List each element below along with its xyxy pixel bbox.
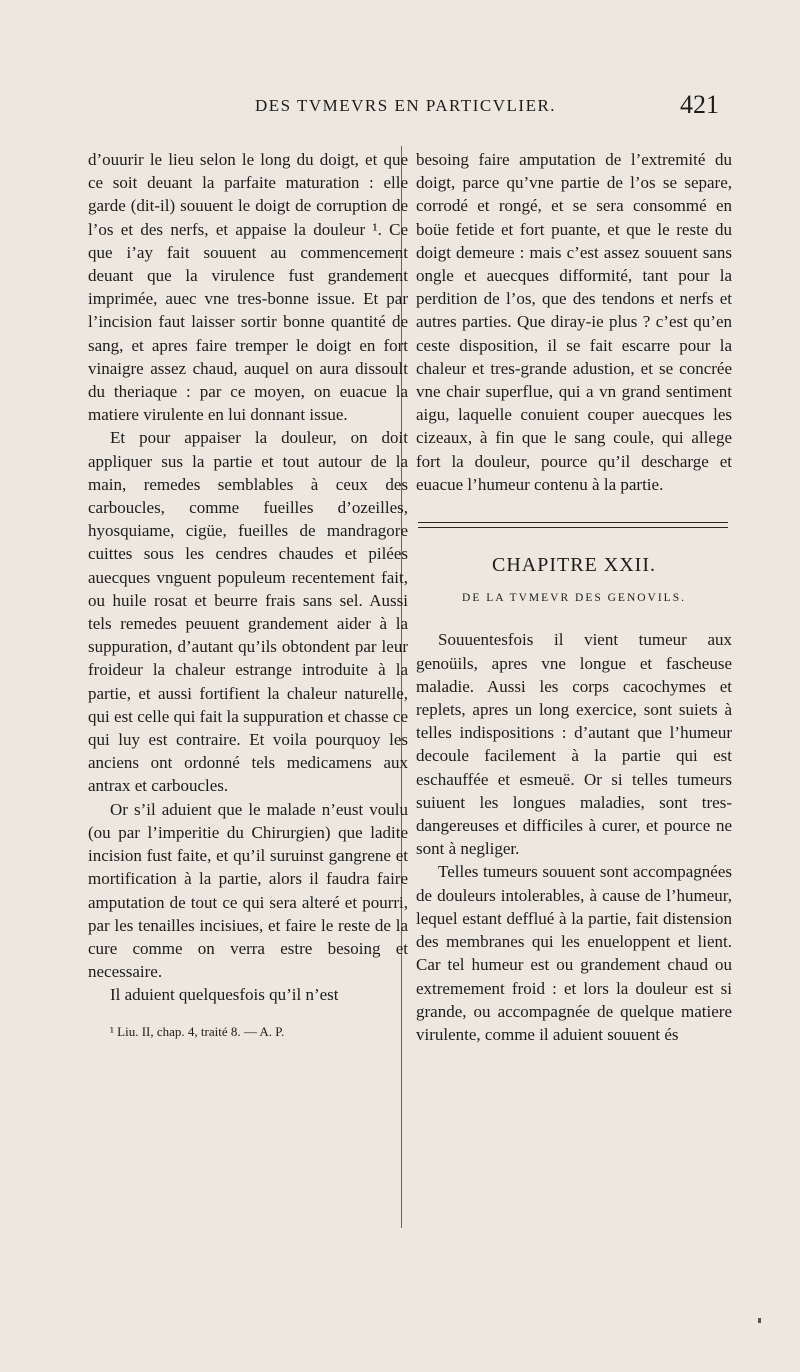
chapter-title: CHAPITRE XXII. — [492, 554, 656, 577]
paragraph: besoing faire amputation de l’extremité du doigt, parce qu’vne partie de l’os se separe, corrodé et rongé, et se sera consommé en boüe fetide et fort puante, et que le reste du doigt demeure : mais c’est assez souuent sans ongle et auecques difformité, tant pour la perdition de l’os, que des tendons et nerfs et autres parties. Que diray-ie plus ? c’est qu’en ceste disposition, il se fait escarre pour la chaleur et tres-grande adustion, et se concrée vne chair superflue, qui a vn grand sentiment aigu, laquelle conuient couper auecques les cizeaux, à fin que le sang coule, qui allege fort la douleur, pource qu’il descharge et euacue l’humeur contenu à la partie. — [416, 150, 732, 494]
paragraph: d’ouurir le lieu selon le long du doigt, et que ce soit deuant la parfaite maturation : elle garde (dit-il) souuent le doigt de corruption de l’os et des nerfs, et appaise la douleur ¹. Ce que i’ay fait souuent au commencement deuant que la virulence fust grandement imprimée, auec vne tres-bonne issue. Et par l’incision faut laisser sortir bonne quantité de sang, et apres faire tremper le doigt en fort vinaigre assez chaud, auquel on aura dissoult du theriaque : par ce moyen, on euacue la matiere virulente en lui donnant issue. — [88, 150, 408, 425]
chapter-subtitle: DE LA TVMEVR DES GENOVILS. — [462, 592, 686, 605]
page-number: 421 — [680, 90, 719, 119]
paragraph: Souuentesfois il vient tumeur aux genoüils, apres vne longue et fascheuse maladie. Aussi les corps cacochymes et replets, apres un long exercice, sont suiets à telles indispositions : d’autant que l’humeur decoule facilement à la partie qui est eschauffée et esmeuë. Or si telles tumeurs suiuent les longues maladies, sont tres-dangereuses et difficiles à curer, et pource ne sont à negliger. — [416, 630, 732, 859]
page-header — [92, 90, 719, 130]
paragraph: Or s’il aduient que le malade n’eust voulu (ou par l’imperitie du Chirurgien) que ladite incision fust faite, et qu’il suruinst gangrene et mortification à la partie, alors il faudra faire amputation de tout ce qui sera alteré et pourri, par les tenailles incisiues, et faire le reste de la cure comme on verra estre besoing et necessaire. — [88, 799, 408, 982]
paragraph: Telles tumeurs souuent sont accompagnées de douleurs intolerables, à cause de l’humeur, lequel estant defflué à la partie, fait distension des membranes qui les enueloppent et lient. Car tel humeur est ou grandement chaud ou extremement froid : et lors la douleur est si grande, ou accompagnée de quelque matiere virulente, comme il aduient souuent és — [416, 862, 732, 1044]
paragraph: Il aduient quelquesfois qu’il n’est — [110, 985, 339, 1005]
print-speck — [758, 1318, 761, 1323]
footnote: ¹ Liu. II, chap. 4, traité 8. — A. P. — [110, 1023, 285, 1039]
right-column — [416, 148, 732, 1046]
left-column — [88, 148, 408, 1041]
running-head: DES TVMEVRS EN PARTICVLIER. — [254, 96, 557, 115]
paragraph: Et pour appaiser la douleur, on doit appliquer sus la partie et tout autour de la main, remedes semblables à ceux des carboucles, comme fueilles d’ozeilles, hyosquiame, cigüe, fueilles de mandragore cuittes sous les cendres chaudes et pilées auecques vnguent populeum recentement fait, ou huile rosat et beurre frais sans sel. Aussi tels remedes peuuent grandement aider à la suppuration, d’autant qu’ils obtondent par leur froideur la chaleur estrange introduite à la partie, et aussi fortifient la chaleur naturelle, qui est celle qui fait la suppuration et chasse ce qui luy est contraire. Et voila pourquoy les anciens ont ordonné tels medicamens aux antrax et carboucles. — [88, 428, 408, 796]
chapter-separator — [418, 522, 728, 528]
